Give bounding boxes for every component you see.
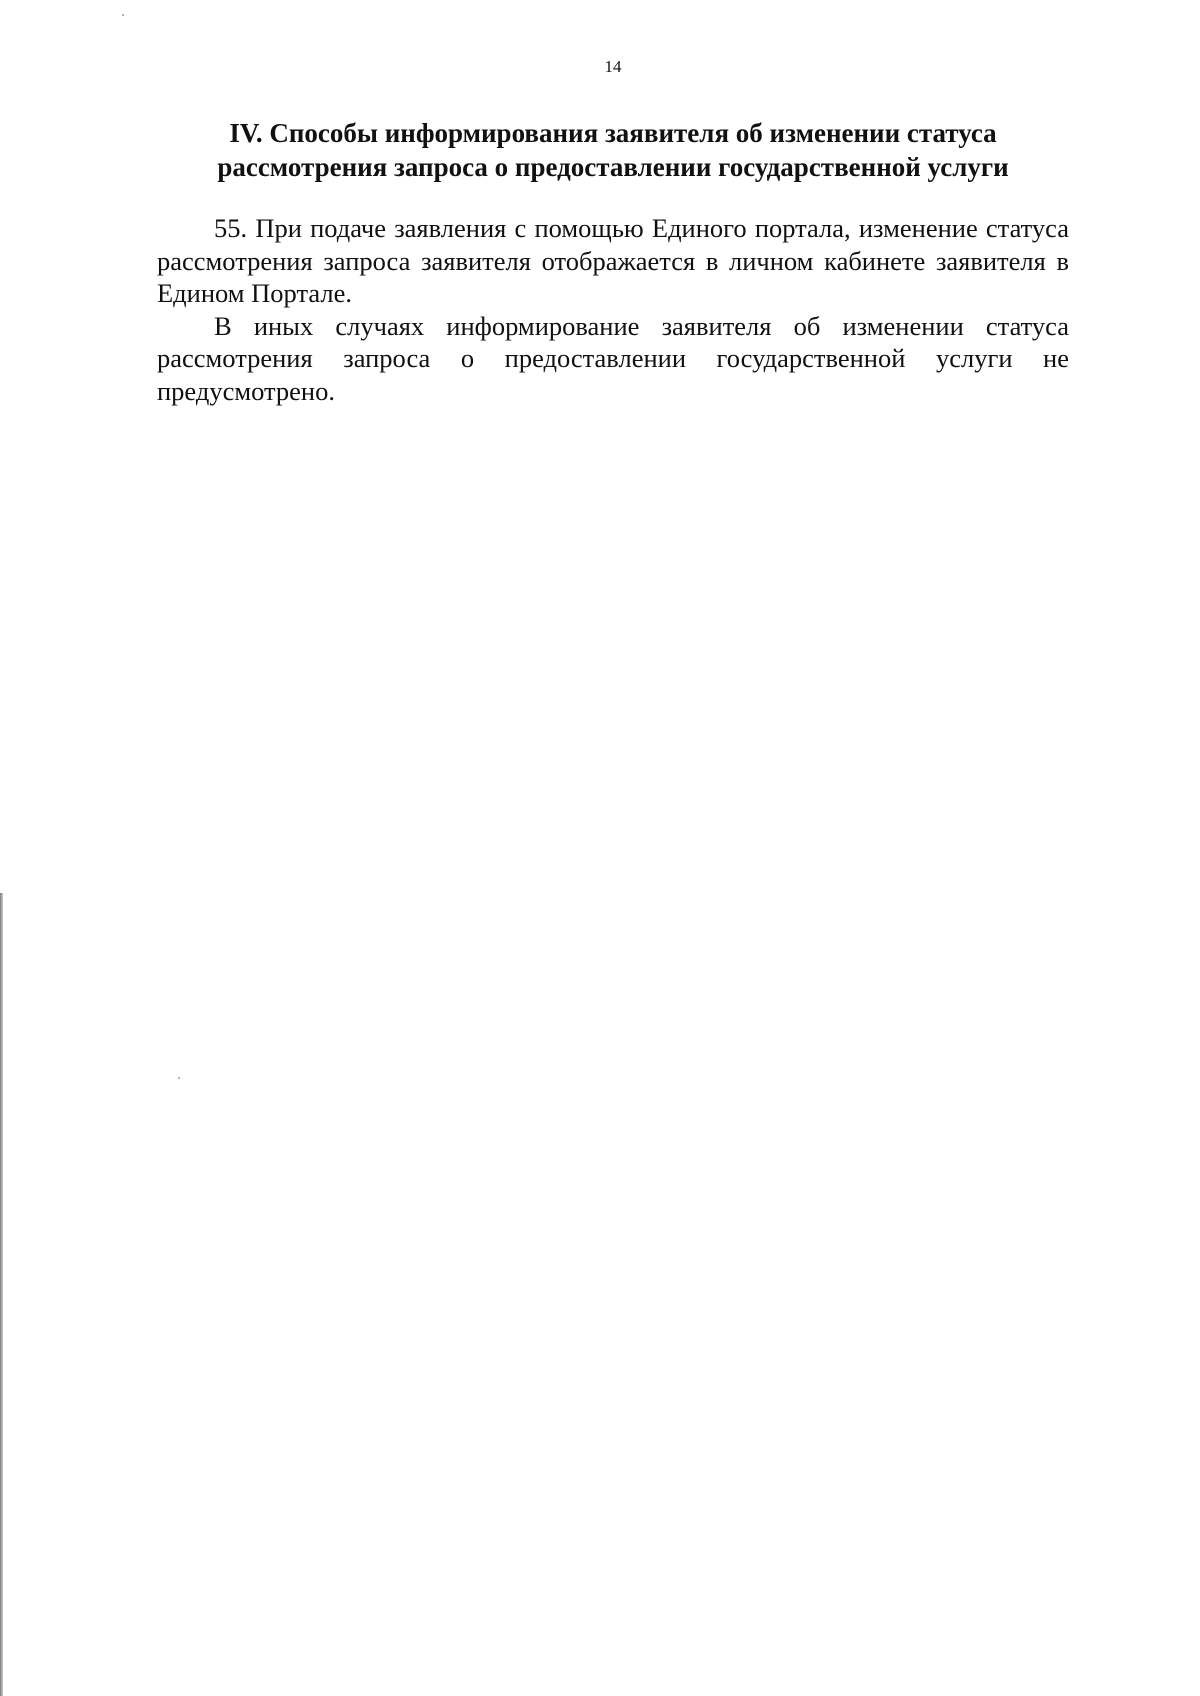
scan-speck xyxy=(122,14,124,16)
paragraph-55: 55. При подаче заявления с помощью Единого портала, изменение статуса рассмотрения запроса заявителя отображается в личном кабинете заявителя в Едином Портале. xyxy=(157,213,1069,308)
section-heading xyxy=(150,116,1076,184)
section-heading-line-2: рассмотрения запроса о предоставлении государственной услуги xyxy=(217,152,1009,182)
scan-edge-shadow xyxy=(0,893,3,1696)
paragraph-other-cases: В иных случаях информирование заявителя об изменении статуса рассмотрения запроса о предоставлении государственной услуги не предусмотрено. xyxy=(157,310,1069,406)
section-heading-line-1: IV. Способы информирования заявителя об изменении статуса xyxy=(229,118,997,148)
scan-speck xyxy=(178,1077,180,1079)
section-body xyxy=(157,212,1069,407)
page-number: 14 xyxy=(604,57,622,76)
